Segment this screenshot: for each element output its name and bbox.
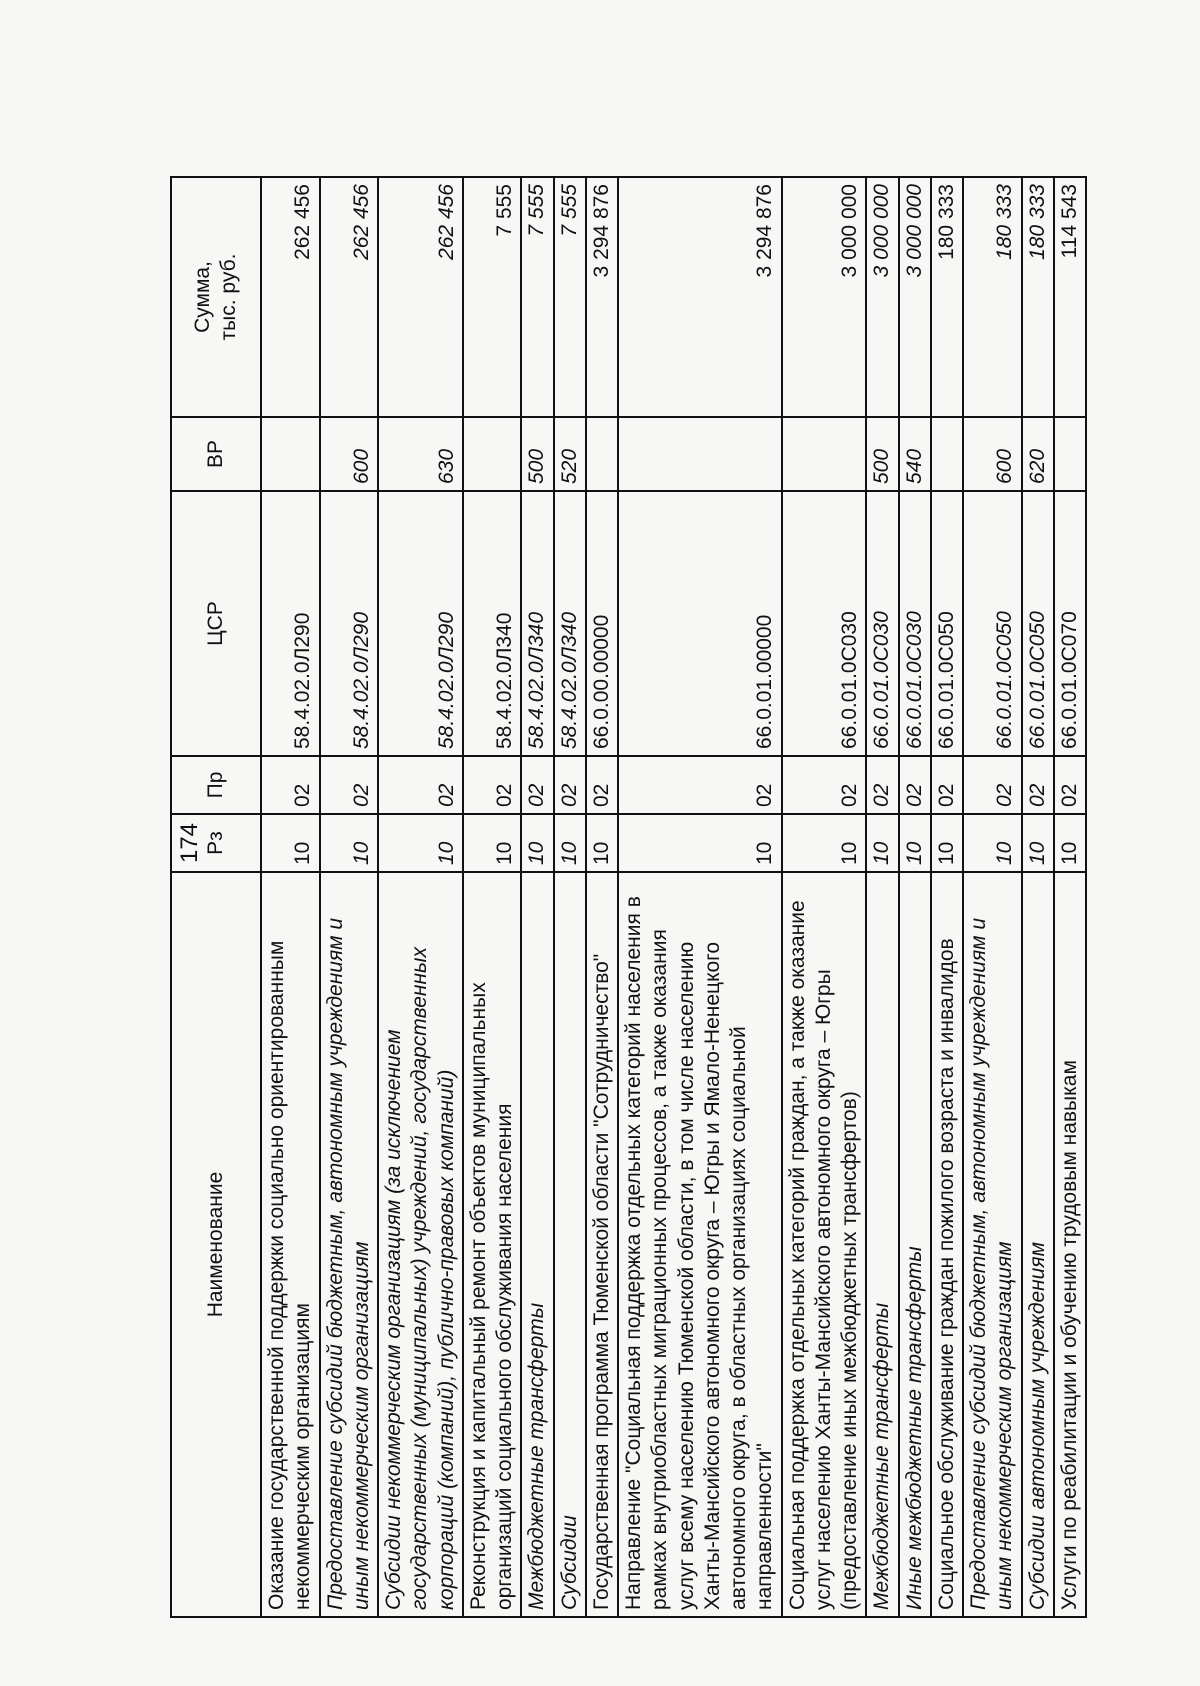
cell-pr: 02	[1054, 756, 1086, 814]
cell-sum: 3 294 876	[586, 177, 618, 417]
cell-csr: 66.0.01.0С050	[931, 491, 963, 756]
cell-name: Субсидии автономным учреждениям	[1022, 872, 1054, 1617]
cell-sum: 3 294 876	[618, 177, 782, 417]
cell-sum: 180 333	[931, 177, 963, 417]
cell-sum: 7 555	[521, 177, 553, 417]
rotated-table-wrapper	[170, 178, 1081, 1618]
cell-pr: 02	[378, 756, 463, 814]
cell-name: Социальная поддержка отдельных категорий граждан, а также оказание услуг населению Ханты-Мансийского автономного округа – Югры (предоставление иных межбюджетных трансфертов)	[782, 872, 867, 1617]
cell-rz: 10	[320, 814, 379, 872]
table-row	[963, 177, 1022, 1617]
cell-pr: 02	[866, 756, 898, 814]
cell-pr: 02	[963, 756, 1022, 814]
cell-rz: 10	[586, 814, 618, 872]
cell-pr: 02	[1022, 756, 1054, 814]
cell-rz: 10	[866, 814, 898, 872]
cell-name: Межбюджетные трансферты	[521, 872, 553, 1617]
cell-vr	[782, 417, 867, 491]
cell-vr: 620	[1022, 417, 1054, 491]
cell-sum: 180 333	[1022, 177, 1054, 417]
cell-pr: 02	[931, 756, 963, 814]
cell-name: Государственная программа Тюменской области "Сотрудничество"	[586, 872, 618, 1617]
table-row	[463, 177, 522, 1617]
cell-sum: 262 456	[378, 177, 463, 417]
cell-pr: 02	[586, 756, 618, 814]
cell-rz: 10	[521, 814, 553, 872]
cell-name: Иные межбюджетные трансферты	[899, 872, 931, 1617]
page-number: 174	[176, 822, 203, 864]
cell-pr: 02	[320, 756, 379, 814]
header-vr: ВР	[171, 417, 261, 491]
cell-pr: 02	[899, 756, 931, 814]
cell-csr: 66.0.00.00000	[586, 491, 618, 756]
header-sum	[171, 177, 261, 417]
cell-csr: 58.4.02.0Л290	[261, 491, 320, 756]
cell-rz: 10	[782, 814, 867, 872]
cell-pr: 02	[521, 756, 553, 814]
cell-rz: 10	[899, 814, 931, 872]
table-row	[554, 177, 586, 1617]
cell-rz: 10	[931, 814, 963, 872]
cell-name: Направление "Социальная поддержка отдельных категорий населения в рамках внутриобластных миграционных процессов, а также оказания услуг всему населению Тюменской области, в том числе населению Ханты-Мансийского автономного округа – Югры и Ямало-Ненецкого автономного округа, в областных организациях социальной направленности"	[618, 872, 782, 1617]
table-row	[782, 177, 867, 1617]
cell-csr: 66.0.01.00000	[618, 491, 782, 756]
cell-rz: 10	[1054, 814, 1086, 872]
table-row	[931, 177, 963, 1617]
cell-vr: 600	[963, 417, 1022, 491]
table-row	[866, 177, 898, 1617]
cell-csr: 66.0.01.0С030	[866, 491, 898, 756]
table-row	[899, 177, 931, 1617]
cell-sum: 180 333	[963, 177, 1022, 417]
cell-csr: 66.0.01.0С030	[782, 491, 867, 756]
cell-name: Оказание государственной поддержки социально ориентированным некоммерческим организациям	[261, 872, 320, 1617]
header-csr: ЦСР	[171, 491, 261, 756]
cell-vr: 520	[554, 417, 586, 491]
table-row	[618, 177, 782, 1617]
cell-rz: 10	[1022, 814, 1054, 872]
cell-rz: 10	[261, 814, 320, 872]
cell-pr: 02	[261, 756, 320, 814]
header-name: Наименование	[171, 872, 261, 1617]
cell-csr: 66.0.01.0С030	[899, 491, 931, 756]
header-rz: Рз	[171, 814, 261, 872]
cell-csr: 66.0.01.0С050	[1022, 491, 1054, 756]
cell-csr: 66.0.01.0С050	[963, 491, 1022, 756]
cell-pr: 02	[782, 756, 867, 814]
cell-sum: 3 000 000	[866, 177, 898, 417]
cell-vr	[586, 417, 618, 491]
cell-sum: 7 555	[463, 177, 522, 417]
table-row	[1022, 177, 1054, 1617]
cell-sum: 7 555	[554, 177, 586, 417]
cell-vr: 600	[320, 417, 379, 491]
table-row	[378, 177, 463, 1617]
cell-name: Социальное обслуживание граждан пожилого возраста и инвалидов	[931, 872, 963, 1617]
cell-rz: 10	[378, 814, 463, 872]
cell-rz: 10	[554, 814, 586, 872]
cell-csr: 58.4.02.0Л340	[463, 491, 522, 756]
cell-rz: 10	[618, 814, 782, 872]
cell-sum: 114 543	[1054, 177, 1086, 417]
table-row	[521, 177, 553, 1617]
budget-table	[170, 176, 1087, 1618]
cell-pr: 02	[618, 756, 782, 814]
cell-sum: 3 000 000	[899, 177, 931, 417]
cell-name: Субсидии	[554, 872, 586, 1617]
cell-pr: 02	[463, 756, 522, 814]
cell-sum: 3 000 000	[782, 177, 867, 417]
cell-vr: 500	[866, 417, 898, 491]
cell-vr: 540	[899, 417, 931, 491]
cell-name: Услуги по реабилитации и обучению трудовым навыкам	[1054, 872, 1086, 1617]
table-row	[1054, 177, 1086, 1617]
cell-csr: 58.4.02.0Л290	[378, 491, 463, 756]
cell-csr: 66.0.01.0С070	[1054, 491, 1086, 756]
cell-pr: 02	[554, 756, 586, 814]
cell-sum: 262 456	[261, 177, 320, 417]
table-row	[586, 177, 618, 1617]
table-header-row	[171, 177, 261, 1617]
cell-vr: 500	[521, 417, 553, 491]
cell-csr: 58.4.02.0Л340	[554, 491, 586, 756]
table-body	[261, 177, 1086, 1617]
cell-vr	[618, 417, 782, 491]
cell-vr	[1054, 417, 1086, 491]
cell-vr	[463, 417, 522, 491]
header-sum-line1: Сумма,	[190, 261, 214, 333]
cell-sum: 262 456	[320, 177, 379, 417]
header-pr: Пр	[171, 756, 261, 814]
cell-csr: 58.4.02.0Л340	[521, 491, 553, 756]
cell-rz: 10	[963, 814, 1022, 872]
cell-name: Реконструкция и капитальный ремонт объектов муниципальных организаций социального обслуживания населения	[463, 872, 522, 1617]
cell-name: Предоставление субсидий бюджетным, автономным учреждениям и иным некоммерческим организациям	[963, 872, 1022, 1617]
table-row	[261, 177, 320, 1617]
header-sum-line2: тыс. руб.	[217, 253, 240, 341]
cell-vr: 630	[378, 417, 463, 491]
table-row	[320, 177, 379, 1617]
cell-vr	[931, 417, 963, 491]
cell-name: Межбюджетные трансферты	[866, 872, 898, 1617]
cell-name: Предоставление субсидий бюджетным, автономным учреждениям и иным некоммерческим организациям	[320, 872, 379, 1617]
cell-name: Субсидии некоммерческим организациям (за исключением государственных (муниципальных) учреждений, государственных корпораций (компаний), публично-правовых компаний)	[378, 872, 463, 1617]
cell-csr: 58.4.02.0Л290	[320, 491, 379, 756]
cell-vr	[261, 417, 320, 491]
cell-rz: 10	[463, 814, 522, 872]
